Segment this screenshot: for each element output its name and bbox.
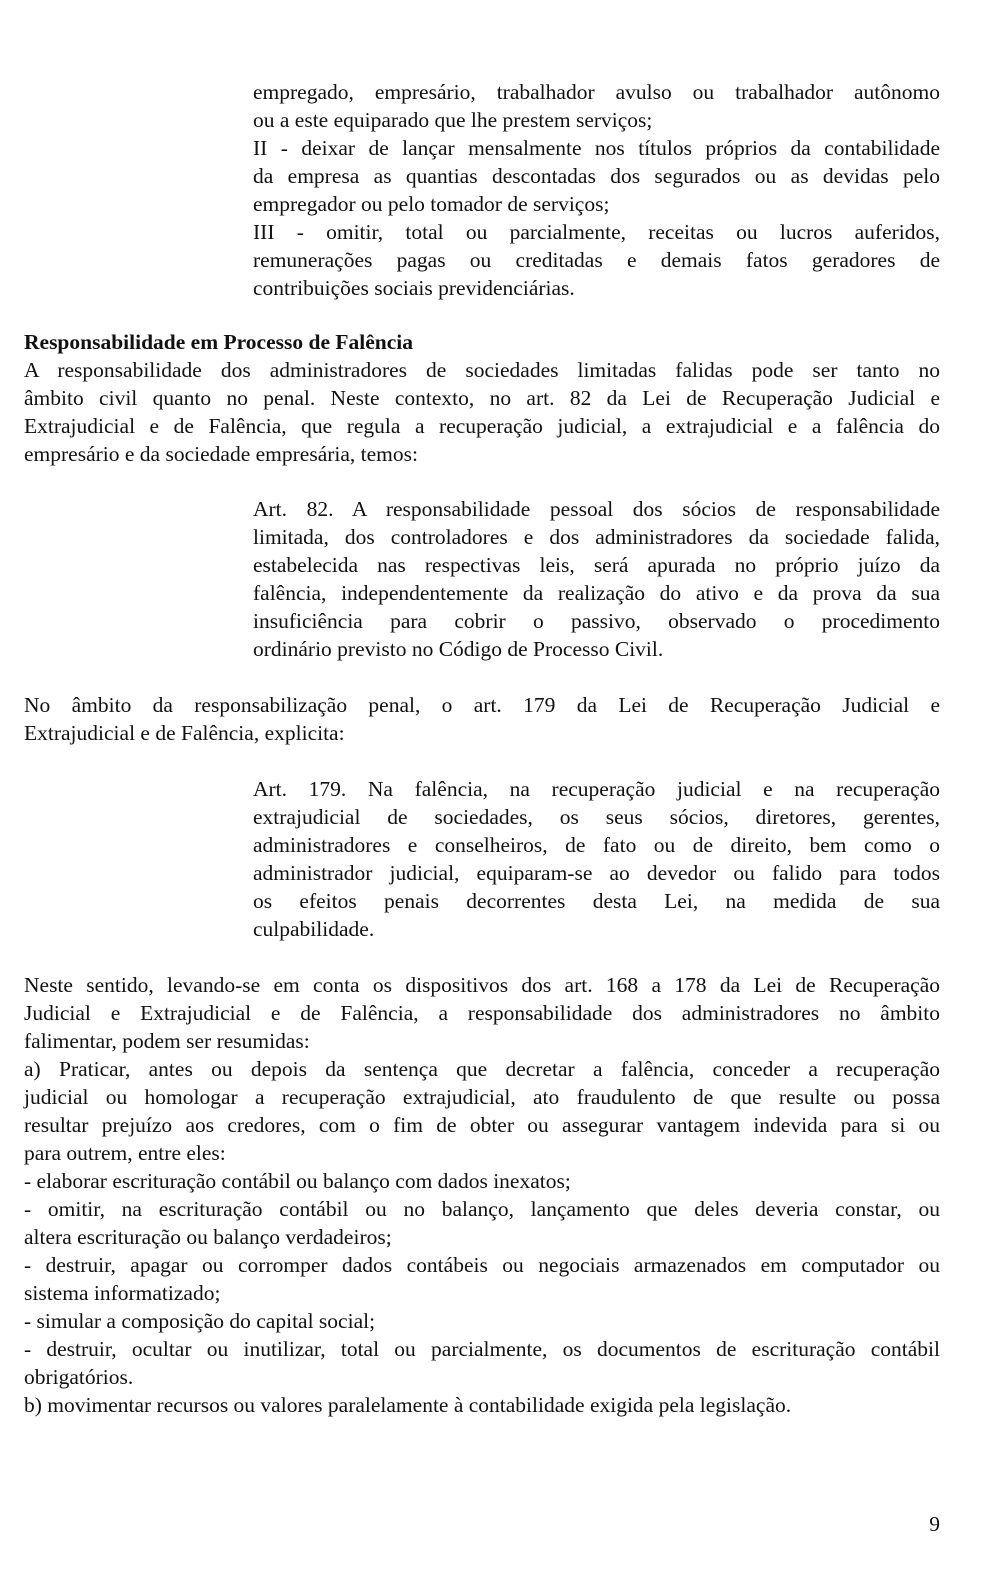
text-line: âmbito civil quanto no penal. Neste contexto, no art. 82 da Lei de Recuperação Judicial e xyxy=(24,386,940,410)
text-line: contribuições sociais previdenciárias. xyxy=(253,276,575,300)
summary-paragraph xyxy=(24,971,940,1419)
list-item-b: b) movimentar recursos ou valores paralelamente à contabilidade exigida pela legislação. xyxy=(24,1393,792,1417)
text-line: para outrem, entre eles: xyxy=(24,1141,226,1165)
list-item-dash: - destruir, ocultar ou inutilizar, total ou parcialmente, os documentos de escrituração contábil xyxy=(24,1337,940,1361)
list-item-a: a) Praticar, antes ou depois da sentença que decretar a falência, conceder a recuperação xyxy=(24,1057,940,1081)
text-line: obrigatórios. xyxy=(24,1365,134,1389)
text-line: empresário e da sociedade empresária, temos: xyxy=(24,442,418,466)
text-line: altera escrituração ou balanço verdadeiros; xyxy=(24,1225,392,1249)
text-line: sistema informatizado; xyxy=(24,1281,221,1305)
text-line: administradores e conselheiros, de fato ou de direito, bem como o xyxy=(253,833,940,857)
text-line: ordinário previsto no Código de Processo Civil. xyxy=(253,637,664,661)
intro-paragraph xyxy=(24,356,940,468)
page-number: 9 xyxy=(929,1512,940,1536)
text-line: administrador judicial, equiparam-se ao devedor ou falido para todos xyxy=(253,861,940,885)
text-line: resultar prejuízo aos credores, com o fim de obter ou assegurar vantagem indevida para si ou xyxy=(24,1113,940,1137)
text-line: culpabilidade. xyxy=(253,917,375,941)
text-line: III - omitir, total ou parcialmente, receitas ou lucros auferidos, xyxy=(253,220,940,244)
text-line: ou a este equiparado que lhe prestem serviços; xyxy=(253,108,653,132)
art82-quote xyxy=(253,495,940,663)
text-line: insuficiência para cobrir o passivo, observado o procedimento xyxy=(253,609,940,633)
text-line: limitada, dos controladores e dos administradores da sociedade falida, xyxy=(253,525,940,549)
list-item-dash: - destruir, apagar ou corromper dados contábeis ou negociais armazenados em computador ou xyxy=(24,1253,940,1277)
text-line: Art. 179. Na falência, na recuperação judicial e na recuperação xyxy=(253,777,940,801)
text-line: falimentar, podem ser resumidas: xyxy=(24,1029,310,1053)
penal-paragraph xyxy=(24,691,940,747)
text-line: Neste sentido, levando-se em conta os dispositivos dos art. 168 a 178 da Lei de Recuperação xyxy=(24,973,940,997)
text-line: empregado, empresário, trabalhador avulso ou trabalhador autônomo xyxy=(253,80,940,104)
text-line: remunerações pagas ou creditadas e demais fatos geradores de xyxy=(253,248,940,272)
text-line: A responsabilidade dos administradores de sociedades limitadas falidas pode ser tanto no xyxy=(24,358,940,382)
text-line: II - deixar de lançar mensalmente nos títulos próprios da contabilidade xyxy=(253,136,940,160)
text-line: falência, independentemente da realização do ativo e da prova da sua xyxy=(253,581,940,605)
text-line: Judicial e Extrajudicial e de Falência, a responsabilidade dos administradores no âmbito xyxy=(24,1001,940,1025)
text-line: estabelecida nas respectivas leis, será apurada no próprio juízo da xyxy=(253,553,940,577)
text-line: Extrajudicial e de Falência, que regula a recuperação judicial, a extrajudicial e a falência do xyxy=(24,414,940,438)
section-heading: Responsabilidade em Processo de Falência xyxy=(24,330,413,354)
text-line: empregador ou pelo tomador de serviços; xyxy=(253,192,610,216)
art179-quote xyxy=(253,775,940,943)
list-item-dash: - simular a composição do capital social; xyxy=(24,1309,376,1333)
list-item-dash: - elaborar escrituração contábil ou balanço com dados inexatos; xyxy=(24,1169,571,1193)
text-line: os efeitos penais decorrentes desta Lei, na medida de sua xyxy=(253,889,940,913)
text-line: Art. 82. A responsabilidade pessoal dos sócios de responsabilidade xyxy=(253,497,940,521)
text-line: judicial ou homologar a recuperação extrajudicial, ato fraudulento de que resulte ou possa xyxy=(24,1085,940,1109)
list-item-dash: - omitir, na escrituração contábil ou no balanço, lançamento que deles deveria constar, ou xyxy=(24,1197,940,1221)
text-line: extrajudicial de sociedades, os seus sócios, diretores, gerentes, xyxy=(253,805,940,829)
quote-continuation xyxy=(253,78,940,302)
text-line: Extrajudicial e de Falência, explicita: xyxy=(24,721,345,745)
text-line: da empresa as quantias descontadas dos segurados ou as devidas pelo xyxy=(253,164,940,188)
text-line: No âmbito da responsabilização penal, o art. 179 da Lei de Recuperação Judicial e xyxy=(24,693,940,717)
